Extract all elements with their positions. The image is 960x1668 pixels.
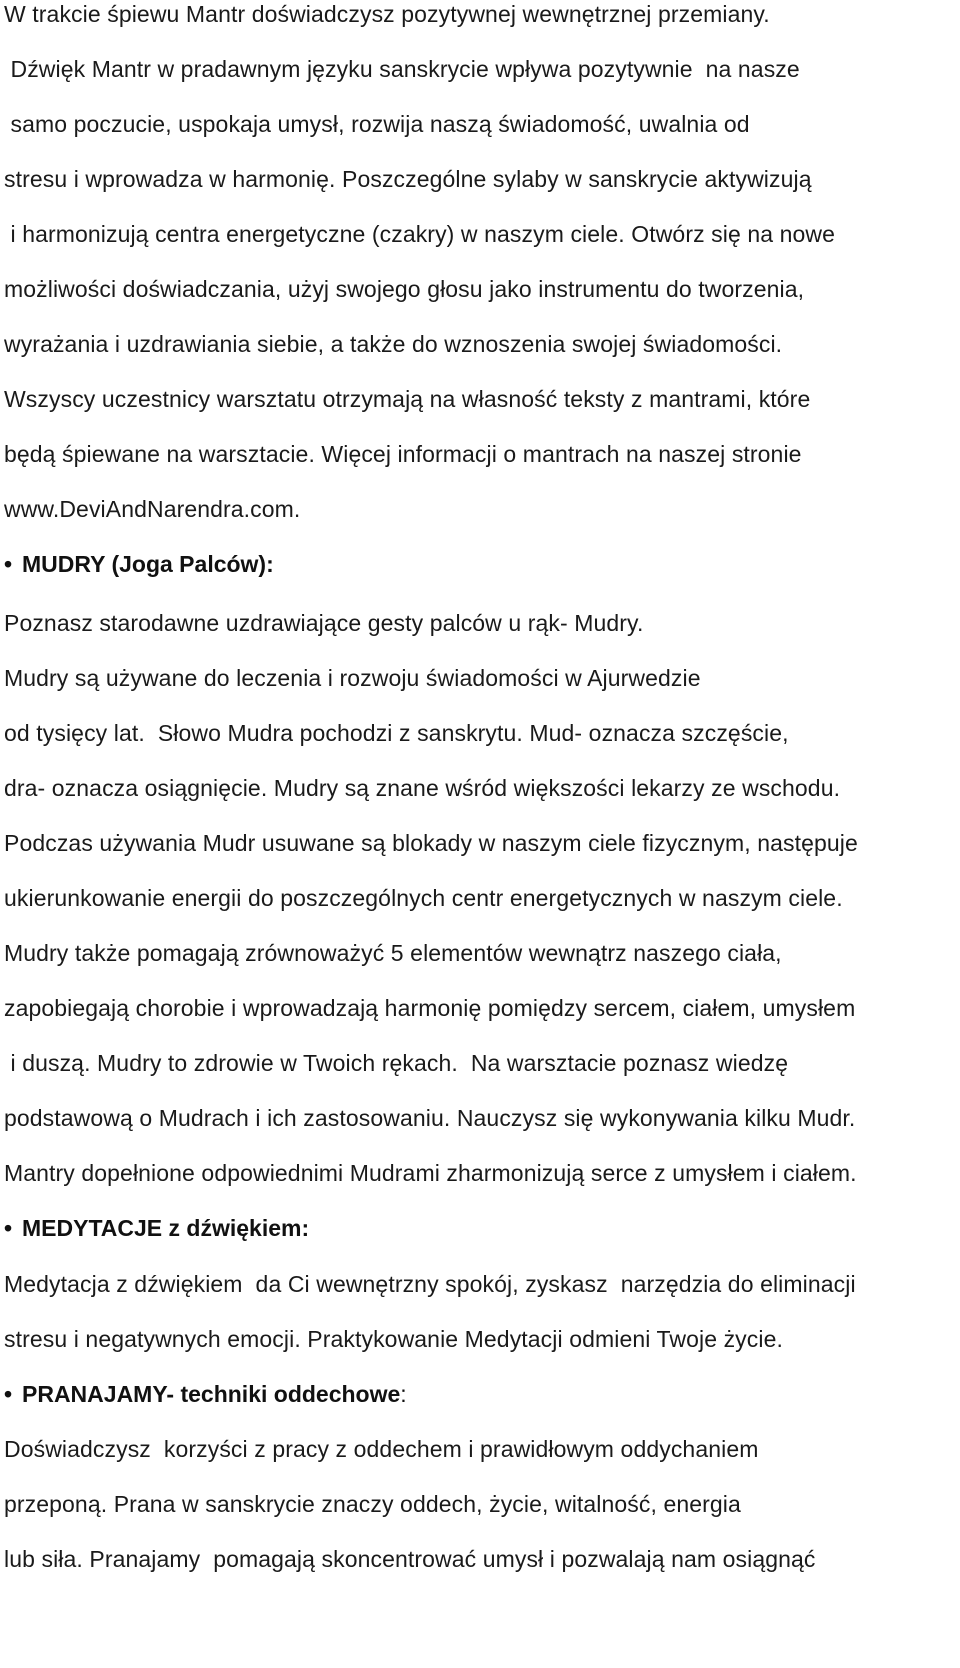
paragraph-line: dra- oznacza osiągnięcie. Mudry są znane wśród większości lekarzy ze wschodu. <box>4 775 841 801</box>
paragraph-line: Doświadczysz korzyści z pracy z oddechem i prawidłowym oddychaniem <box>4 1436 759 1462</box>
paragraph-line: Wszyscy uczestnicy warsztatu otrzymają na własność teksty z mantrami, które <box>4 386 811 412</box>
website-link-text: www.DeviAndNarendra.com. <box>4 496 301 522</box>
heading-text: MUDRY (Joga Palców): <box>22 551 274 577</box>
paragraph-line: i duszą. Mudry to zdrowie w Twoich rękach. Na warsztacie poznasz wiedzę <box>4 1050 789 1076</box>
paragraph-line: będą śpiewane na warsztacie. Więcej informacji o mantrach na naszej stronie <box>4 441 802 467</box>
section-heading-mudry <box>4 550 274 578</box>
paragraph-line: podstawową o Mudrach i ich zastosowaniu. Nauczysz się wykonywania kilku Mudr. <box>4 1105 856 1131</box>
paragraph-line: wyrażania i uzdrawiania siebie, a także do wznoszenia swojej świadomości. <box>4 331 783 357</box>
paragraph-line: Dźwięk Mantr w pradawnym języku sanskrycie wpływa pozytywnie na nasze <box>4 56 800 82</box>
paragraph-line: Mudry także pomagają zrównoważyć 5 elementów wewnątrz naszego ciała, <box>4 940 782 966</box>
paragraph-line: Medytacja z dźwiękiem da Ci wewnętrzny spokój, zyskasz narzędzia do eliminacji <box>4 1271 856 1297</box>
paragraph-line: przeponą. Prana w sanskrycie znaczy oddech, życie, witalność, energia <box>4 1491 741 1517</box>
paragraph-line: zapobiegają chorobie i wprowadzają harmonię pomiędzy sercem, ciałem, umysłem <box>4 995 856 1021</box>
paragraph-line: samo poczucie, uspokaja umysł, rozwija naszą świadomość, uwalnia od <box>4 111 750 137</box>
heading-text: MEDYTACJE z dźwiękiem: <box>22 1215 310 1241</box>
paragraph-line: Podczas używania Mudr usuwane są blokady w naszym ciele fizycznym, następuje <box>4 830 858 856</box>
bullet-icon: • <box>4 1215 13 1241</box>
bullet-icon: • <box>4 1381 13 1407</box>
paragraph-line: W trakcie śpiewu Mantr doświadczysz pozytywnej wewnętrznej przemiany. <box>4 1 770 27</box>
paragraph-line: i harmonizują centra energetyczne (czakry) w naszym ciele. Otwórz się na nowe <box>4 221 836 247</box>
bullet-icon: • <box>4 551 13 577</box>
paragraph-line: Mudry są używane do leczenia i rozwoju świadomości w Ajurwedzie <box>4 665 701 691</box>
heading-colon: : <box>400 1381 407 1407</box>
paragraph-line: Mantry dopełnione odpowiednimi Mudrami zharmonizują serce z umysłem i ciałem. <box>4 1160 857 1186</box>
section-heading-medytacje <box>4 1214 309 1242</box>
paragraph-line: stresu i wprowadza w harmonię. Poszczególne sylaby w sanskrycie aktywizują <box>4 166 812 192</box>
paragraph-line: Poznasz starodawne uzdrawiające gesty palców u rąk- Mudry. <box>4 610 644 636</box>
paragraph-line: od tysięcy lat. Słowo Mudra pochodzi z sanskrytu. Mud- oznacza szczęście, <box>4 720 789 746</box>
paragraph-line: lub siła. Pranajamy pomagają skoncentrować umysł i pozwalają nam osiągnąć <box>4 1546 816 1572</box>
heading-text: PRANAJAMY- techniki oddechowe <box>22 1381 401 1407</box>
paragraph-line: możliwości doświadczania, użyj swojego głosu jako instrumentu do tworzenia, <box>4 276 805 302</box>
paragraph-line: stresu i negatywnych emocji. Praktykowanie Medytacji odmieni Twoje życie. <box>4 1326 783 1352</box>
section-heading-pranajamy <box>4 1380 407 1408</box>
paragraph-line: ukierunkowanie energii do poszczególnych centr energetycznych w naszym ciele. <box>4 885 843 911</box>
